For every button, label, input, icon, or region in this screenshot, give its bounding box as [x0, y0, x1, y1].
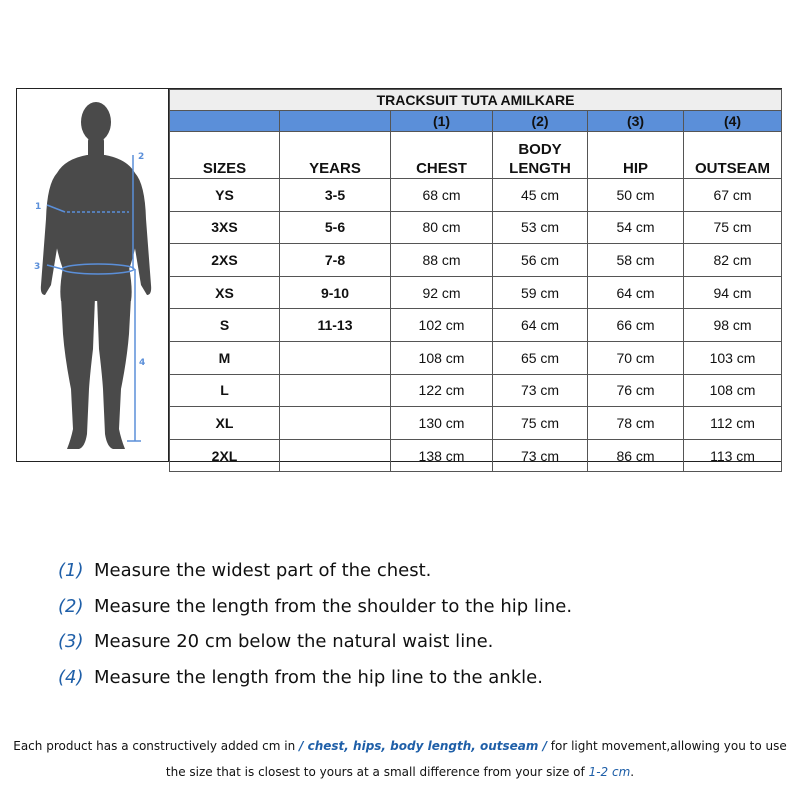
- table-cell: 102 cm: [391, 309, 493, 342]
- table-cell: XL: [170, 407, 280, 440]
- table-cell: 92 cm: [391, 276, 493, 309]
- column-number: (2): [493, 111, 588, 132]
- column-number: [170, 111, 280, 132]
- table-cell: 112 cm: [684, 407, 782, 440]
- size-chart: [16, 88, 782, 462]
- table-row: [170, 407, 782, 440]
- table-cell: 70 cm: [588, 341, 684, 374]
- table-cell: 67 cm: [684, 179, 782, 212]
- table-row: [170, 276, 782, 309]
- table-cell: 113 cm: [684, 439, 782, 472]
- table-cell: 138 cm: [391, 439, 493, 472]
- measure-label-3: 3: [34, 262, 41, 272]
- table-cell: 59 cm: [493, 276, 588, 309]
- column-number: (1): [391, 111, 493, 132]
- table-cell: [280, 407, 391, 440]
- table-cell: 11-13: [280, 309, 391, 342]
- footer-text: .: [630, 765, 635, 779]
- note-item: [58, 624, 572, 660]
- table-cell: 103 cm: [684, 341, 782, 374]
- column-header: OUTSEAM: [684, 132, 782, 179]
- table-cell: 94 cm: [684, 276, 782, 309]
- footer-text: Each product has a constructively added cm in: [13, 739, 296, 753]
- table-cell: 98 cm: [684, 309, 782, 342]
- body-figure-illustration: [17, 89, 167, 460]
- footer-highlight: / chest, hips, body length, outseam /: [299, 739, 547, 753]
- footer-note-line-1: [0, 739, 800, 753]
- table-cell: 2XS: [170, 244, 280, 277]
- table-cell: S: [170, 309, 280, 342]
- table-row: [170, 309, 782, 342]
- column-header: YEARS: [280, 132, 391, 179]
- table-cell: 80 cm: [391, 211, 493, 244]
- table-cell: L: [170, 374, 280, 407]
- table-cell: 130 cm: [391, 407, 493, 440]
- table-cell: 76 cm: [588, 374, 684, 407]
- table-cell: 65 cm: [493, 341, 588, 374]
- footer-note-line-2: [0, 765, 800, 779]
- table-cell: 45 cm: [493, 179, 588, 212]
- table-cell: 78 cm: [588, 407, 684, 440]
- table-cell: 54 cm: [588, 211, 684, 244]
- column-number: [280, 111, 391, 132]
- table-cell: [280, 341, 391, 374]
- table-cell: 66 cm: [588, 309, 684, 342]
- table-cell: [280, 439, 391, 472]
- table-row: [170, 211, 782, 244]
- table-row: [170, 341, 782, 374]
- note-text: Measure the widest part of the chest.: [94, 560, 432, 582]
- size-table: [169, 89, 782, 472]
- note-text: Measure the length from the shoulder to the hip line.: [94, 595, 573, 617]
- table-cell: YS: [170, 179, 280, 212]
- table-title-row: [170, 90, 782, 111]
- column-header: HIP: [588, 132, 684, 179]
- table-cell: 50 cm: [588, 179, 684, 212]
- table-cell: 58 cm: [588, 244, 684, 277]
- measure-label-2: 2: [138, 152, 145, 162]
- table-cell: 53 cm: [493, 211, 588, 244]
- table-cell: 9-10: [280, 276, 391, 309]
- note-text: Measure the length from the hip line to the ankle.: [94, 666, 543, 688]
- note-item: [58, 553, 572, 589]
- table-cell: 2XL: [170, 439, 280, 472]
- table-cell: 3-5: [280, 179, 391, 212]
- footer-text: for light movement,allowing you to use: [550, 739, 787, 753]
- column-header: SIZES: [170, 132, 280, 179]
- table-title: TRACKSUIT TUTA AMILKARE: [170, 90, 782, 111]
- table-row: [170, 439, 782, 472]
- note-text: Measure 20 cm below the natural waist line.: [94, 631, 494, 653]
- table-cell: 108 cm: [391, 341, 493, 374]
- note-number: (4): [58, 666, 84, 688]
- table-cell: 75 cm: [493, 407, 588, 440]
- table-cell: 82 cm: [684, 244, 782, 277]
- table-cell: 7-8: [280, 244, 391, 277]
- note-number: (3): [58, 631, 84, 653]
- table-cell: 75 cm: [684, 211, 782, 244]
- note-number: (1): [58, 560, 84, 582]
- table-cell: M: [170, 341, 280, 374]
- note-number: (2): [58, 595, 84, 617]
- table-cell: 86 cm: [588, 439, 684, 472]
- table-cell: 108 cm: [684, 374, 782, 407]
- table-row: [170, 244, 782, 277]
- measure-label-1: 1: [35, 202, 42, 212]
- table-cell: 56 cm: [493, 244, 588, 277]
- table-cell: [280, 374, 391, 407]
- table-row: [170, 179, 782, 212]
- footer-highlight: 1-2 cm: [588, 765, 631, 779]
- column-number: (3): [588, 111, 684, 132]
- table-cell: 5-6: [280, 211, 391, 244]
- table-row: [170, 374, 782, 407]
- header-row: [170, 132, 782, 179]
- measurement-notes: [58, 553, 572, 695]
- table-cell: 64 cm: [588, 276, 684, 309]
- body-figure-panel: [17, 89, 169, 461]
- measure-label-4: 4: [139, 358, 146, 368]
- table-cell: 68 cm: [391, 179, 493, 212]
- table-cell: 73 cm: [493, 439, 588, 472]
- column-number: (4): [684, 111, 782, 132]
- note-item: [58, 589, 572, 625]
- table-cell: 3XS: [170, 211, 280, 244]
- footer-text: the size that is closest to yours at a small difference from your size of: [165, 765, 585, 779]
- column-header: CHEST: [391, 132, 493, 179]
- table-cell: 88 cm: [391, 244, 493, 277]
- column-number-row: [170, 111, 782, 132]
- note-item: [58, 660, 572, 696]
- column-header: BODY LENGTH: [493, 132, 588, 179]
- table-cell: 73 cm: [493, 374, 588, 407]
- table-cell: 64 cm: [493, 309, 588, 342]
- table-cell: XS: [170, 276, 280, 309]
- table-cell: 122 cm: [391, 374, 493, 407]
